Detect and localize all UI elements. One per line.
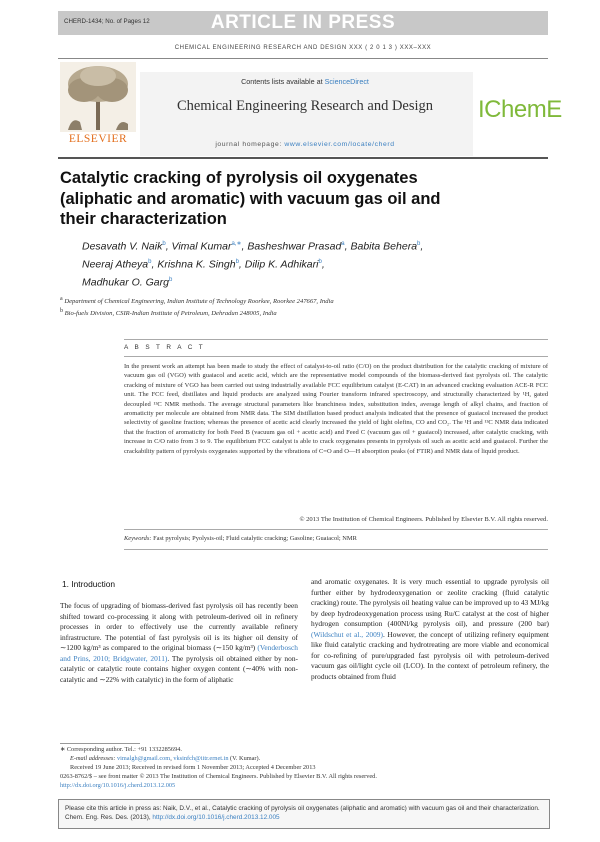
abstract-heading: A B S T R A C T	[124, 344, 206, 351]
manuscript-info: CHERD-1434; No. of Pages 12	[64, 18, 150, 25]
author-affil-mark[interactable]: a	[341, 241, 345, 247]
author-name: Babita Behera	[350, 240, 418, 253]
journal-name: Chemical Engineering Research and Design	[176, 98, 434, 114]
running-head: CHEMICAL ENGINEERING RESEARCH AND DESIGN XXX ( 2 0 1 3 ) XXX–XXX	[174, 45, 432, 51]
doi-link[interactable]: http://dx.doi.org/10.1016/j.cherd.2013.12.005	[60, 782, 176, 789]
author-name: Neeraj Atheya	[82, 258, 149, 271]
abstract-rule-top	[124, 339, 548, 340]
citation-box	[58, 799, 550, 829]
author-name: Desavath V. Naik	[82, 240, 163, 253]
author-affil-mark[interactable]: b	[417, 241, 421, 247]
citation-doi-link[interactable]: http://dx.doi.org/10.1016/j.cherd.2013.12.005	[152, 814, 280, 821]
article-in-press-banner	[58, 11, 548, 35]
affil-text: Bio-fuels Division, CSIR-Indian Institute of Petroleum, Dehradun 248005, India	[64, 310, 277, 318]
footnote-email	[70, 755, 560, 764]
body-text: . The pyrolysis oil obtained either by non-catalytic or catalytic route contains higher oxygen content (∼40% with non-catalytic and ∼22% with catalytic) in the form of aliphatic	[60, 653, 298, 684]
intro-left-column	[60, 601, 298, 685]
sciencedirect-link[interactable]: ScienceDirect	[324, 77, 369, 86]
banner-text: ARTICLE IN PRESS	[210, 12, 396, 33]
masthead-rule-bottom	[58, 157, 548, 159]
homepage-prefix: journal homepage:	[215, 141, 282, 148]
footnote-doi	[60, 782, 550, 791]
email-link[interactable]: vimalgh@gmail.com	[117, 755, 171, 762]
citation-text	[65, 804, 545, 822]
author-affil-mark[interactable]: b	[162, 241, 166, 247]
body-text: . However, the concept of utilizing refinery equipment like fluid catalytic cracking and hydrotreating are more viable and economical for co-refining of pure/upgraded fast pyrolysis oil with petroleum-derived vacuum gas oil/light cycle oil (LCO). In the context of petroleum refinery, the products obtained from fluid	[311, 629, 549, 681]
author-affil-mark[interactable]: b	[168, 276, 173, 283]
affil-mark: a	[60, 296, 63, 302]
footnote-rule	[60, 743, 140, 744]
footnote-corresponding: ∗ Corresponding author. Tel.: +91 1332285694.	[60, 746, 182, 753]
icheme-logo: IChemE	[478, 96, 562, 123]
affiliation-a	[60, 296, 520, 305]
keywords-label: Keywords:	[124, 535, 152, 542]
author-name: Madhukar O. Garg	[82, 276, 169, 289]
masthead-rule-top	[58, 58, 548, 59]
abstract-rule-bottom	[124, 529, 548, 530]
author-name: Vimal Kumar	[171, 240, 232, 253]
email-label: E-mail addresses:	[70, 755, 116, 762]
email-suffix: (V. Kumar).	[228, 755, 261, 762]
affiliation-b	[60, 308, 520, 317]
author-name: Dilip K. Adhikari	[244, 258, 319, 271]
author-list: Desavath V. Naik$^b$, Vimal Kumar$^{a,∗}$, Basheshwar Prasad$^a$, Babita Behera$^b$, Neeraj Atheya$^b$, Krishna K. Singh$^b$, Dilip K. Adhikari$^b$, Madhukar O. Garg$^b$	[82, 240, 424, 289]
journal-homepage	[140, 141, 470, 148]
abstract-rule-mid	[124, 356, 548, 357]
affil-mark: b	[60, 308, 63, 314]
footnote-issn: 0263-8762/$ – see front matter © 2013 The Institution of Chemical Engineers. Published by Elsevier B.V. All rights reserved.	[60, 773, 377, 780]
section-heading-introduction: 1. Introduction	[62, 579, 116, 589]
abstract-body: In the present work an attempt has been made to study the effect of catalyst-to-oil ratio (C/O) on the product distribution for the catalytic cracking of mixture of vacuum gas oil (VGO) with guaiacol and acetic acid, which are the representative model compounds of the biomass-derived fast pyrolysis oil. The catalytic cracking of mixture of VGO has been carried out using industrially available FCC equilibrium catalyst (E-CAT) in an advanced cracking evaluation ACE-R FCC unit. The FCC feed, distillates and liquid products are analyzed using Fourier transform infrared spectroscopy, and structurally characterized by ¹H, gated decoupled ¹³C NMR methods. The average structural parameters like branchiness index, substitution index, average length of alkyl chains, and fraction of aromaticity per molecule are obtained from NMR data. The SIM distillation based product analysis indicated that the presence of guaiacol increased the product selectivity of gasoline fraction; whereas the presence of acetic acid clearly increased the yield of light olefins, CO and CO₂. The ¹H and ¹³C NMR data indicated that the fraction of aromaticity for both Feed B (vacuum gas oil + acetic acid) and Feed C (vacuum gas oil + guaiacol) increased, after catalytic cracking, with increase in C/O ratio from 3 to 9. The equilibrium FCC catalyst is able to crack oxygenates presents in pyrolysis oil such as acetic acid and guaiacol. Further the crackability pattern of pyrolysis oxygenates supported by the vibrations of C=O and O—H absorption peaks (of FTIR) and NMR data of liquid product.	[124, 363, 548, 455]
citation-link[interactable]: (Venderbosch and Prins, 2010; Bridgwater, 2011)	[60, 643, 298, 663]
author-name: Krishna K. Singh	[157, 258, 236, 271]
citation-link[interactable]: (Wildschut et al., 2009)	[311, 629, 383, 639]
author-affil-mark[interactable]: b	[148, 258, 152, 265]
contents-prefix: Contents lists available at	[241, 77, 323, 86]
author-affil-mark[interactable]: b	[235, 258, 239, 265]
publisher-name: ELSEVIER	[68, 133, 128, 145]
author-name: Basheshwar Prasad	[247, 240, 342, 253]
keywords-rule	[124, 549, 548, 550]
intro-right-column	[311, 577, 549, 682]
body-text: The focus of upgrading of biomass-derived fast pyrolysis oil has recently been shifted toward co-processing it along with petroleum-derived oil in refinery processes in order to effectively use the currently available refinery infrastructure. The potential of fast pyrolysis oil is its higher oil density of ∼1200 kg/m³ as compared to the original biomass (∼150 kg/m³)	[60, 601, 298, 652]
author-affil-mark[interactable]: a,∗	[231, 241, 242, 247]
affil-text: Department of Chemical Engineering, Indian Institute of Technology Roorkee, Roorkee 247667, India	[64, 298, 334, 306]
citation-prefix: Please cite this article in press as: Naik, D.V., et al., Catalytic cracking of pyrolysis oil oxygenates (aliphatic and aromatic) with vacuum gas oil and their characterization. Chem. Eng. Res. Des. (2013),	[65, 805, 540, 821]
elsevier-logo	[60, 62, 136, 146]
email-link[interactable]: vksinfch@iitr.ernet.in	[173, 755, 229, 762]
body-text: and aromatic oxygenates. It is very much essential to upgrade pyrolysis oil further either by hydrodeoxygenation or zeolite cracking (fluid catalytic cracking) route. The pyrolysis oil heating value can be improved up to 43 MJ/kg by deep hydrodeoxygenation process using Ru/C catalyst at the cost of higher hydrogen consumption (400Nl/kg pyrolysis oil), and pressure (200 bar)	[311, 577, 549, 628]
keywords	[124, 535, 548, 542]
article-title: Catalytic cracking of pyrolysis oil oxygenates (aliphatic and aromatic) with vacuum gas oil and their characterization	[60, 169, 441, 228]
homepage-link[interactable]: www.elsevier.com/locate/cherd	[284, 141, 395, 148]
email-sep: ,	[170, 755, 172, 762]
abstract-copyright: © 2013 The Institution of Chemical Engineers. Published by Elsevier B.V. All rights reserved.	[299, 516, 548, 523]
keywords-list: Fast pyrolysis; Pyolysis-oil; Fluid catalytic cracking; Gasoline; Guaiacol; NMR	[153, 535, 357, 542]
author-affil-mark[interactable]: b	[318, 258, 322, 265]
footnote-received: Received 19 June 2013; Received in revised form 1 November 2013; Accepted 4 December 2013	[70, 764, 316, 771]
contents-line	[140, 77, 470, 86]
